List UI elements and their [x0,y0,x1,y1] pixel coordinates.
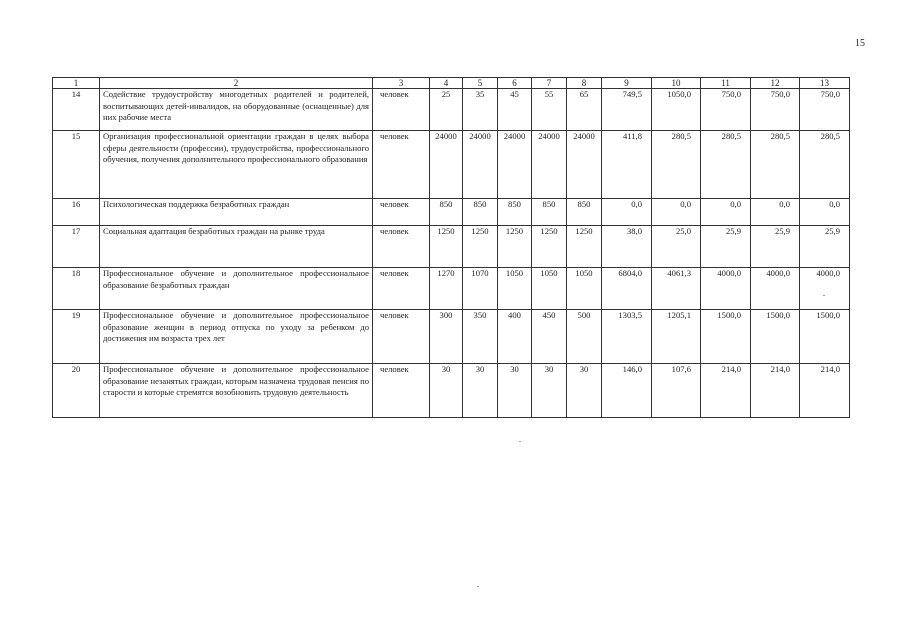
table-row [53,310,850,364]
value-col-9: 411,8 [602,131,652,199]
column-header-7: 7 [532,78,567,89]
row-unit: человек [373,89,430,131]
value-col-7: 1050 [532,268,567,310]
value-col-13: 1500,0 [800,310,850,364]
row-description: Психологическая поддержка безработных граждан [100,199,373,226]
value-col-8: 500 [567,310,602,364]
row-unit: человек [373,226,430,268]
value-col-6: 24000 [498,131,532,199]
row-number: 17 [53,226,100,268]
value-col-12: 25,9 [751,226,800,268]
row-number: 15 [53,131,100,199]
column-header-11: 11 [701,78,751,89]
value-col-6: 400 [498,310,532,364]
value-col-10: 280,5 [652,131,701,199]
value-col-11: 25,9 [701,226,751,268]
row-description: Организация профессиональной ориентации граждан в целях выбора сферы деятельности (профессии), трудоустройства, профессионального обучения, получения дополнительного профессионального образования [100,131,373,199]
value-col-11: 280,5 [701,131,751,199]
row-description: Профессиональное обучение и дополнительное профессиональное образование незанятых граждан, которым назначена трудовая пенсия по старости и которые стремятся возобновить трудовую деятельность [100,364,373,418]
table-row [53,364,850,418]
value-col-12: 0,0 [751,199,800,226]
value-col-8: 24000 [567,131,602,199]
value-col-13: 25,9 [800,226,850,268]
value-col-12: 750,0 [751,89,800,131]
program-indicators-table [52,77,850,418]
value-col-13: 0,0 [800,199,850,226]
value-col-13: 750,0 [800,89,850,131]
column-header-9: 9 [602,78,652,89]
value-col-9: 0,0 [602,199,652,226]
value-col-6: 45 [498,89,532,131]
value-col-10: 1205,1 [652,310,701,364]
value-col-5: 35 [463,89,498,131]
value-col-9: 38,0 [602,226,652,268]
table-row [53,89,850,131]
value-col-6: 30 [498,364,532,418]
row-unit: человек [373,199,430,226]
row-number: 16 [53,199,100,226]
table-row [53,199,850,226]
value-col-5: 24000 [463,131,498,199]
value-col-7: 1250 [532,226,567,268]
header-row [53,78,850,89]
value-col-12: 4000,0 [751,268,800,310]
value-col-4: 300 [430,310,463,364]
row-description: Социальная адаптация безработных граждан на рынке труда [100,226,373,268]
column-header-10: 10 [652,78,701,89]
scan-speck [823,295,825,296]
value-col-13: 214,0 [800,364,850,418]
value-col-7: 24000 [532,131,567,199]
column-header-5: 5 [463,78,498,89]
row-unit: человек [373,310,430,364]
column-header-1: 1 [53,78,100,89]
value-col-10: 4061,3 [652,268,701,310]
value-col-5: 850 [463,199,498,226]
value-col-7: 30 [532,364,567,418]
value-col-8: 30 [567,364,602,418]
value-col-11: 214,0 [701,364,751,418]
value-col-9: 1303,5 [602,310,652,364]
value-col-13: 280,5 [800,131,850,199]
value-col-10: 1050,0 [652,89,701,131]
scan-speck [477,586,479,587]
value-col-7: 850 [532,199,567,226]
value-col-4: 30 [430,364,463,418]
column-header-8: 8 [567,78,602,89]
column-header-4: 4 [430,78,463,89]
row-unit: человек [373,131,430,199]
value-col-10: 25,0 [652,226,701,268]
value-col-8: 850 [567,199,602,226]
row-number: 14 [53,89,100,131]
value-col-6: 1050 [498,268,532,310]
value-col-4: 25 [430,89,463,131]
table-row [53,226,850,268]
value-col-12: 280,5 [751,131,800,199]
row-unit: человек [373,364,430,418]
row-number: 20 [53,364,100,418]
value-col-8: 1250 [567,226,602,268]
value-col-7: 55 [532,89,567,131]
value-col-6: 850 [498,199,532,226]
column-header-3: 3 [373,78,430,89]
page-number: 15 [855,38,865,49]
scan-speck [519,441,521,442]
column-header-2: 2 [100,78,373,89]
value-col-4: 850 [430,199,463,226]
value-col-11: 1500,0 [701,310,751,364]
value-col-9: 146,0 [602,364,652,418]
row-unit: человек [373,268,430,310]
row-number: 19 [53,310,100,364]
value-col-9: 6804,0 [602,268,652,310]
value-col-11: 4000,0 [701,268,751,310]
value-col-11: 750,0 [701,89,751,131]
row-number: 18 [53,268,100,310]
value-col-4: 1250 [430,226,463,268]
value-col-10: 107,6 [652,364,701,418]
value-col-7: 450 [532,310,567,364]
row-description: Профессиональное обучение и дополнительное профессиональное образование женщин в период отпуска по уходу за ребенком до достижения им возраста трех лет [100,310,373,364]
value-col-5: 1250 [463,226,498,268]
value-col-9: 749,5 [602,89,652,131]
column-header-13: 13 [800,78,850,89]
value-col-13: 4000,0 [800,268,850,310]
value-col-4: 1270 [430,268,463,310]
value-col-4: 24000 [430,131,463,199]
value-col-12: 1500,0 [751,310,800,364]
table-row [53,268,850,310]
value-col-5: 1070 [463,268,498,310]
value-col-6: 1250 [498,226,532,268]
value-col-11: 0,0 [701,199,751,226]
value-col-5: 350 [463,310,498,364]
value-col-12: 214,0 [751,364,800,418]
value-col-10: 0,0 [652,199,701,226]
value-col-5: 30 [463,364,498,418]
row-description: Профессиональное обучение и дополнительное профессиональное образование безработных граждан [100,268,373,310]
column-header-6: 6 [498,78,532,89]
column-header-12: 12 [751,78,800,89]
value-col-8: 1050 [567,268,602,310]
value-col-8: 65 [567,89,602,131]
row-description: Содействие трудоустройству многодетных родителей и родителей, воспитывающих детей-инвалидов, на оборудованные (оснащенные) для них рабочие места [100,89,373,131]
table-row [53,131,850,199]
